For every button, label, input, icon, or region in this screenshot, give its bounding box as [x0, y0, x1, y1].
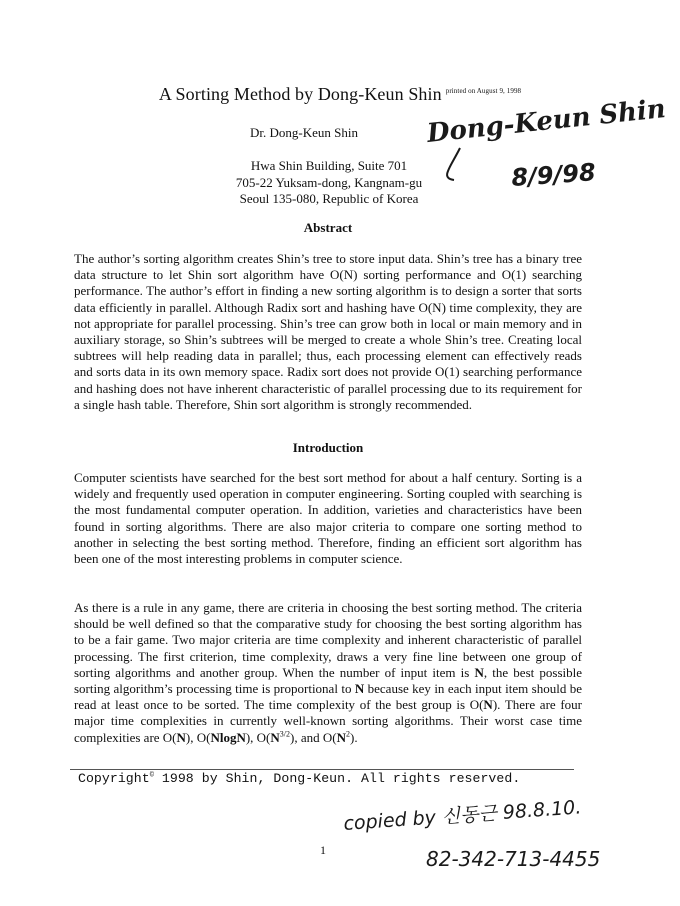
handwritten-annotation	[340, 792, 630, 882]
author-name: Dr. Dong-Keun Shin	[250, 125, 358, 140]
author-address	[224, 158, 434, 208]
signature-date: 8/9/98	[510, 158, 597, 192]
abstract-text: The author’s sorting algorithm creates Shin’s tree to store input data. Shin’s tree has a binary tree data structure to let Shin sort algorithm have O(N) sorting performance and O(1) searching performance. The author’s effort in finding a new sorting algorithm is to design a sorter that sorts data efficiently in parallel. Although Radix sort and hashing have O(N) time complexity, they are not appropriate for parallel processing. Shin’s tree can grow both in local or main memory and in auxiliary storage, so Shin’s subtrees will be merged to create a whole Shin’s tree. Creating local subtrees will help reading data in parallel; thus, each processing element can effectively reads and sorts data in its own memory space. Radix sort does not provide O(1) searching performance and hashing does not have inherent characteristic of parallel processing due to its requirement for a single hash table. Therefore, Shin sort algorithm is strongly recommended.	[74, 251, 582, 412]
printed-date-note: printed on August 9, 1998	[445, 87, 522, 95]
introduction-paragraph-2: As there is a rule in any game, there are criteria in choosing the best sorting method. The criteria should be well defined so that the comparative study for choosing the best sorting algorithm has to be a fair game. Two major criteria are time complexity and inherent characteristic of parallel processing. The first criterion, time complexity, draws a very fine line between one group of sorting algorithms and another group. When the number of input item is N, the best possible sorting algorithm’s processing time is proportional to N because key in each input item should be read at least once to be sorted. The time complexity of the best group is O(N). There are four major time complexities in currently well-known sorting algorithms. Their worst case time complexities are O(N), O(NlogN), $O(N^{3/2})$, and $O(N^2)$.	[74, 600, 583, 745]
handwritten-signature	[420, 94, 668, 198]
introduction-paragraph-1: Computer scientists have searched for the best sort method for about a half century. Sorting is a widely and frequently used operation in computer engineering. Sorting coupled with searching is the most fundamental computer operation. In addition, varieties and characteristics have been found in sorting algorithms. There are also major criteria to compare one sorting method to another in selecting the best sorting method. Therefore, finding an efficient sort algorithm has been one of the most interesting problems in computer science.	[74, 470, 582, 567]
address-line: Hwa Shin Building, Suite 701	[250, 158, 408, 173]
address-line: 705-22 Yuksam-dong, Kangnam-gu	[235, 174, 423, 190]
abstract-heading: Abstract	[303, 220, 353, 235]
footer-divider	[70, 769, 574, 770]
page-number: 1	[320, 843, 326, 857]
signature-name: Dong-Keun Shin	[425, 94, 668, 149]
introduction-heading: Introduction	[292, 440, 364, 455]
title-text: A Sorting Method by Dong-Keun Shin	[158, 84, 442, 104]
paper-title	[0, 84, 680, 105]
handwritten-phone-number: 82-342-713-4455	[426, 847, 601, 871]
address-line: Seoul 135-080, Republic of Korea	[239, 191, 419, 206]
handwritten-copied-note: copied by 신동근 98.8.10.	[342, 796, 582, 835]
copyright-notice: Copyright© 1998 by Shin, Dong-Keun. All rights reserved.	[78, 771, 521, 786]
